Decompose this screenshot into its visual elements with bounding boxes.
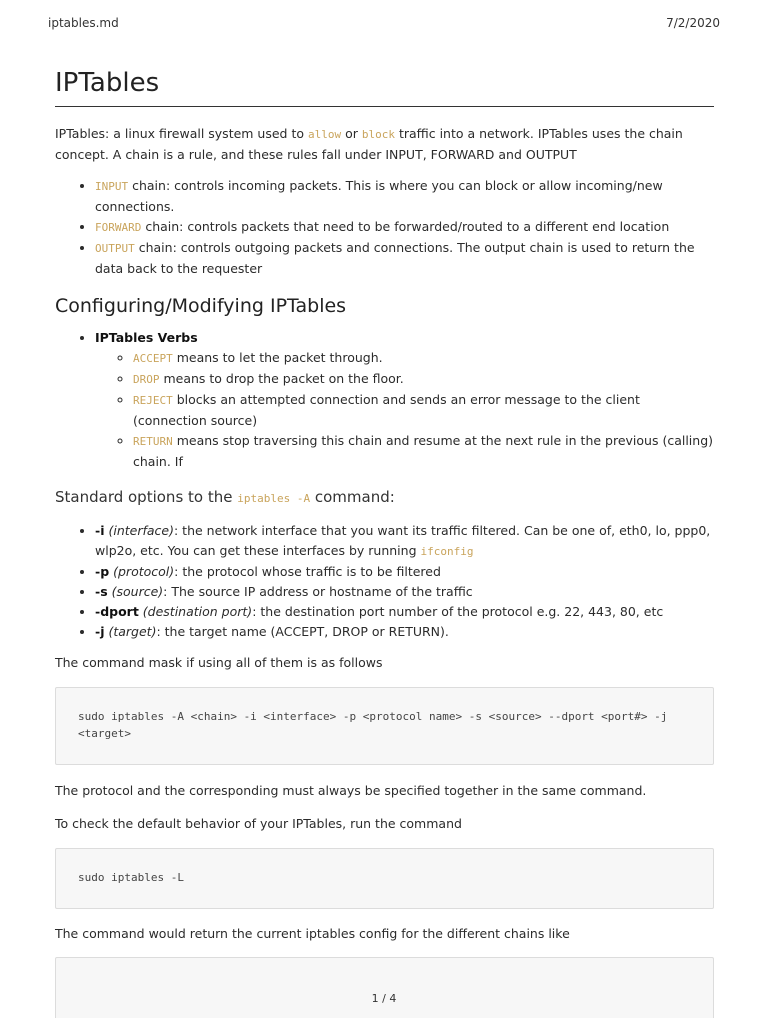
list-item: ◦ ACCEPT means to let the packet through. [133,348,714,369]
section-heading-configuring: Configuring/Modifying IPTables [55,295,347,317]
verb-code: REJECT [133,394,173,407]
check-intro: To check the default behavior of your IPTables, run the command [55,816,462,831]
verb-code: RETURN [133,435,173,448]
code-ifconfig: ifconfig [420,545,474,558]
verbs-sublist [95,348,714,472]
return-intro: The command would return the current iptables config for the different chains like [55,926,570,941]
protocol-note: The protocol and the corresponding must always be specified together in the same command. [55,783,647,798]
verbs-list [55,328,714,472]
code-block-output [55,957,714,1018]
chain-code: INPUT [95,180,129,193]
list-item: • -i (interface): the network interface that you want its traffic filtered. Can be one of, eth0, lo, ppp0, wlp2o, etc. You can get these interfaces by running ifconfig [95,521,714,562]
page-number: 1 / 4 [371,992,397,1005]
document-page [55,66,714,1018]
code-iptables-a: iptables -A [237,492,311,505]
list-item: • -p (protocol): the protocol whose traffic is to be filtered [95,562,714,582]
code-allow: allow [308,128,342,141]
mask-intro: The command mask if using all of them is as follows [55,655,383,670]
document-filename: iptables.md [48,16,119,30]
list-item: ◦ REJECT blocks an attempted connection and sends an error message to the client (connection source) [133,390,714,431]
chain-code: FORWARD [95,221,142,234]
code-block-list: sudo iptables -L [55,848,714,909]
verb-code: ACCEPT [133,352,173,365]
list-item: • OUTPUT chain: controls outgoing packets and connections. The output chain is used to return the data back to the requester [95,238,714,279]
code-block: block [361,128,395,141]
code-block-mask: sudo iptables -A <chain> -i <interface> -p <protocol name> -s <source> --dport <port#> -j <target> [55,687,714,765]
list-item: • FORWARD chain: controls packets that need to be forwarded/routed to a different end location [95,217,714,238]
page-title: IPTables [55,66,714,107]
verb-code: DROP [133,373,160,386]
list-item: • -s (source): The source IP address or hostname of the traffic [95,582,714,602]
list-item: • INPUT chain: controls incoming packets. This is where you can block or allow incoming/new connections. [95,176,714,217]
list-item: • -dport (destination port): the destination port number of the protocol e.g. 22, 443, 80, etc [95,602,714,622]
document-date: 7/2/2020 [666,16,720,30]
list-item [95,328,714,472]
list-item: ◦ RETURN means stop traversing this chain and resume at the next rule in the previous (calling) chain. If [133,431,714,472]
options-list [55,521,714,642]
section-heading-options: Standard options to the iptables -A command: [55,488,395,506]
chain-list [55,176,714,279]
verbs-label: IPTables Verbs [95,330,198,345]
chain-code: OUTPUT [95,242,135,255]
list-item: ◦ DROP means to drop the packet on the floor. [133,369,714,390]
intro-paragraph: IPTables: a linux firewall system used to allow or block traffic into a network. IPTables uses the chain concept. A chain is a rule, and these rules fall under INPUT, FORWARD and OUTPUT [55,126,683,162]
list-item: • -j (target): the target name (ACCEPT, DROP or RETURN). [95,622,714,642]
